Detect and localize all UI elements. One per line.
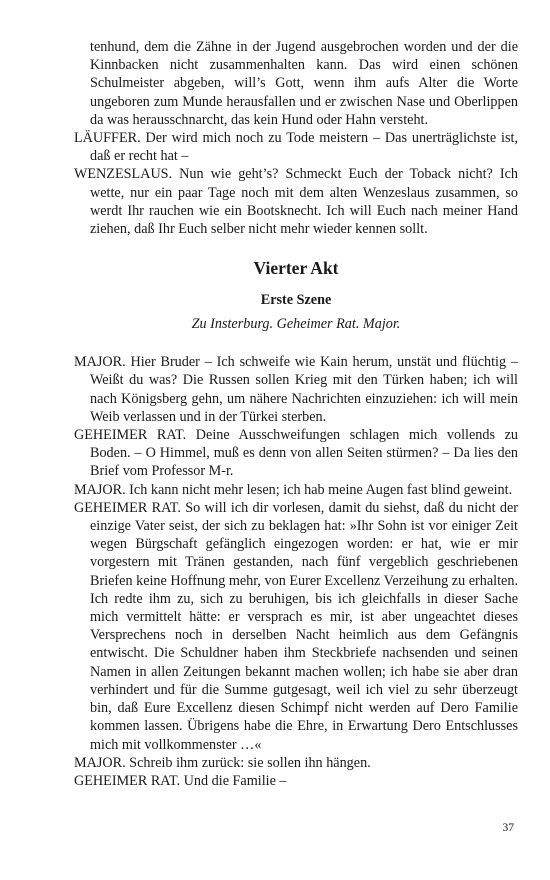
continuation-paragraph: tenhund, dem die Zähne in der Jugend ausgebrochen worden und der die Kinnbacken nicht zusammenhalten kann. Das wird einen schönen Schulmeister abgeben, will’s Gott, wenn ihm aufs Alter die Worte ungeboren zum Munde herausfallen und er zwischen Nase und Oberlippen da was herausschnarcht, das kein Hund oder Hahn versteht. (90, 39, 518, 128)
speech-laeuffer: LÄUFFER. Der wird mich noch zu Tode meistern – Das unerträglichste ist, daß er recht hat – (74, 130, 518, 165)
speech-major-3: MAJOR. Schreib ihm zurück: sie sollen ihn hängen. (74, 754, 371, 771)
speech-geheimer-rat-2: GEHEIMER RAT. So will ich dir vorlesen, damit du siehst, daß du nicht der einzige Vater seist, der sich zu beklagen hat: »Ihr Sohn ist vor einiger Zeit wegen Bürgschaft gefänglich eingezogen worden: er hat, wie er mir vorgestern mit Tränen gestanden, nach fünf vergeblich geschriebenen Briefen keine Hoffnung mehr, von Eurer Excellenz Verzeihung zu erhalten. Ich redte ihm zu, sich zu beruhigen, bis ich gleichfalls in dieser Sache mich vermittelt hätte: er versprach es mir, ist aber ungeachtet dieses Versprechens noch in derselben Nacht heimlich aus dem Gefängnis entwischt. Die Schuldner haben ihm Steckbriefe nachsenden und seinen Namen in allen Zeitungen bekannt machen wollen; ich habe sie aber dran verhindert und für die Summe gutgesagt, weil ich viel zu sehr überzeugt bin, daß Eure Excellenz diesen Schimpf nicht werden auf Dero Familie kommen lassen. Übrigens habe die Ehre, in Erwartung Dero Entschlusses mich mit vollkommenster …« (74, 499, 518, 753)
scene-heading: Erste Szene (260, 292, 332, 309)
page-body (74, 38, 518, 790)
act-heading: Vierter Akt (253, 258, 339, 279)
speech-major-1: MAJOR. Hier Bruder – Ich schweife wie Kain herum, unstät und flüchtig – Weißt du was? Die Russen sollen Krieg mit den Türken haben; ich will nach Königsberg gehn, um nähere Nachrichten einzuziehen: ich will mein Weib verlassen und in der Türkei sterben. (74, 354, 518, 425)
speech-geheimer-rat-1: GEHEIMER RAT. Deine Ausschweifungen schlagen mich vollends zu Boden. – O Himmel, muß es denn von allen Seiten stürmen? – Da lies den Brief vom Professor M-r. (74, 427, 518, 480)
speech-wenzeslaus: WENZESLAUS. Nun wie geht’s? Schmeckt Euch der Toback nicht? Ich wette, nur ein paar Tage noch mit dem alten Wenzeslaus zusammen, so werdt Ihr rauchen wie ein Bootsknecht. Ich will Euch nach meiner Hand ziehen, daß Ihr Euch selber nicht mehr wieder kennen sollt. (74, 166, 518, 238)
page-number: 37 (502, 822, 514, 834)
stage-direction: Zu Insterburg. Geheimer Rat. Major. (191, 316, 401, 333)
speech-major-2: MAJOR. Ich kann nicht mehr lesen; ich hab meine Augen fast blind geweint. (74, 481, 513, 498)
speech-geheimer-rat-3: GEHEIMER RAT. Und die Familie – (74, 772, 287, 789)
